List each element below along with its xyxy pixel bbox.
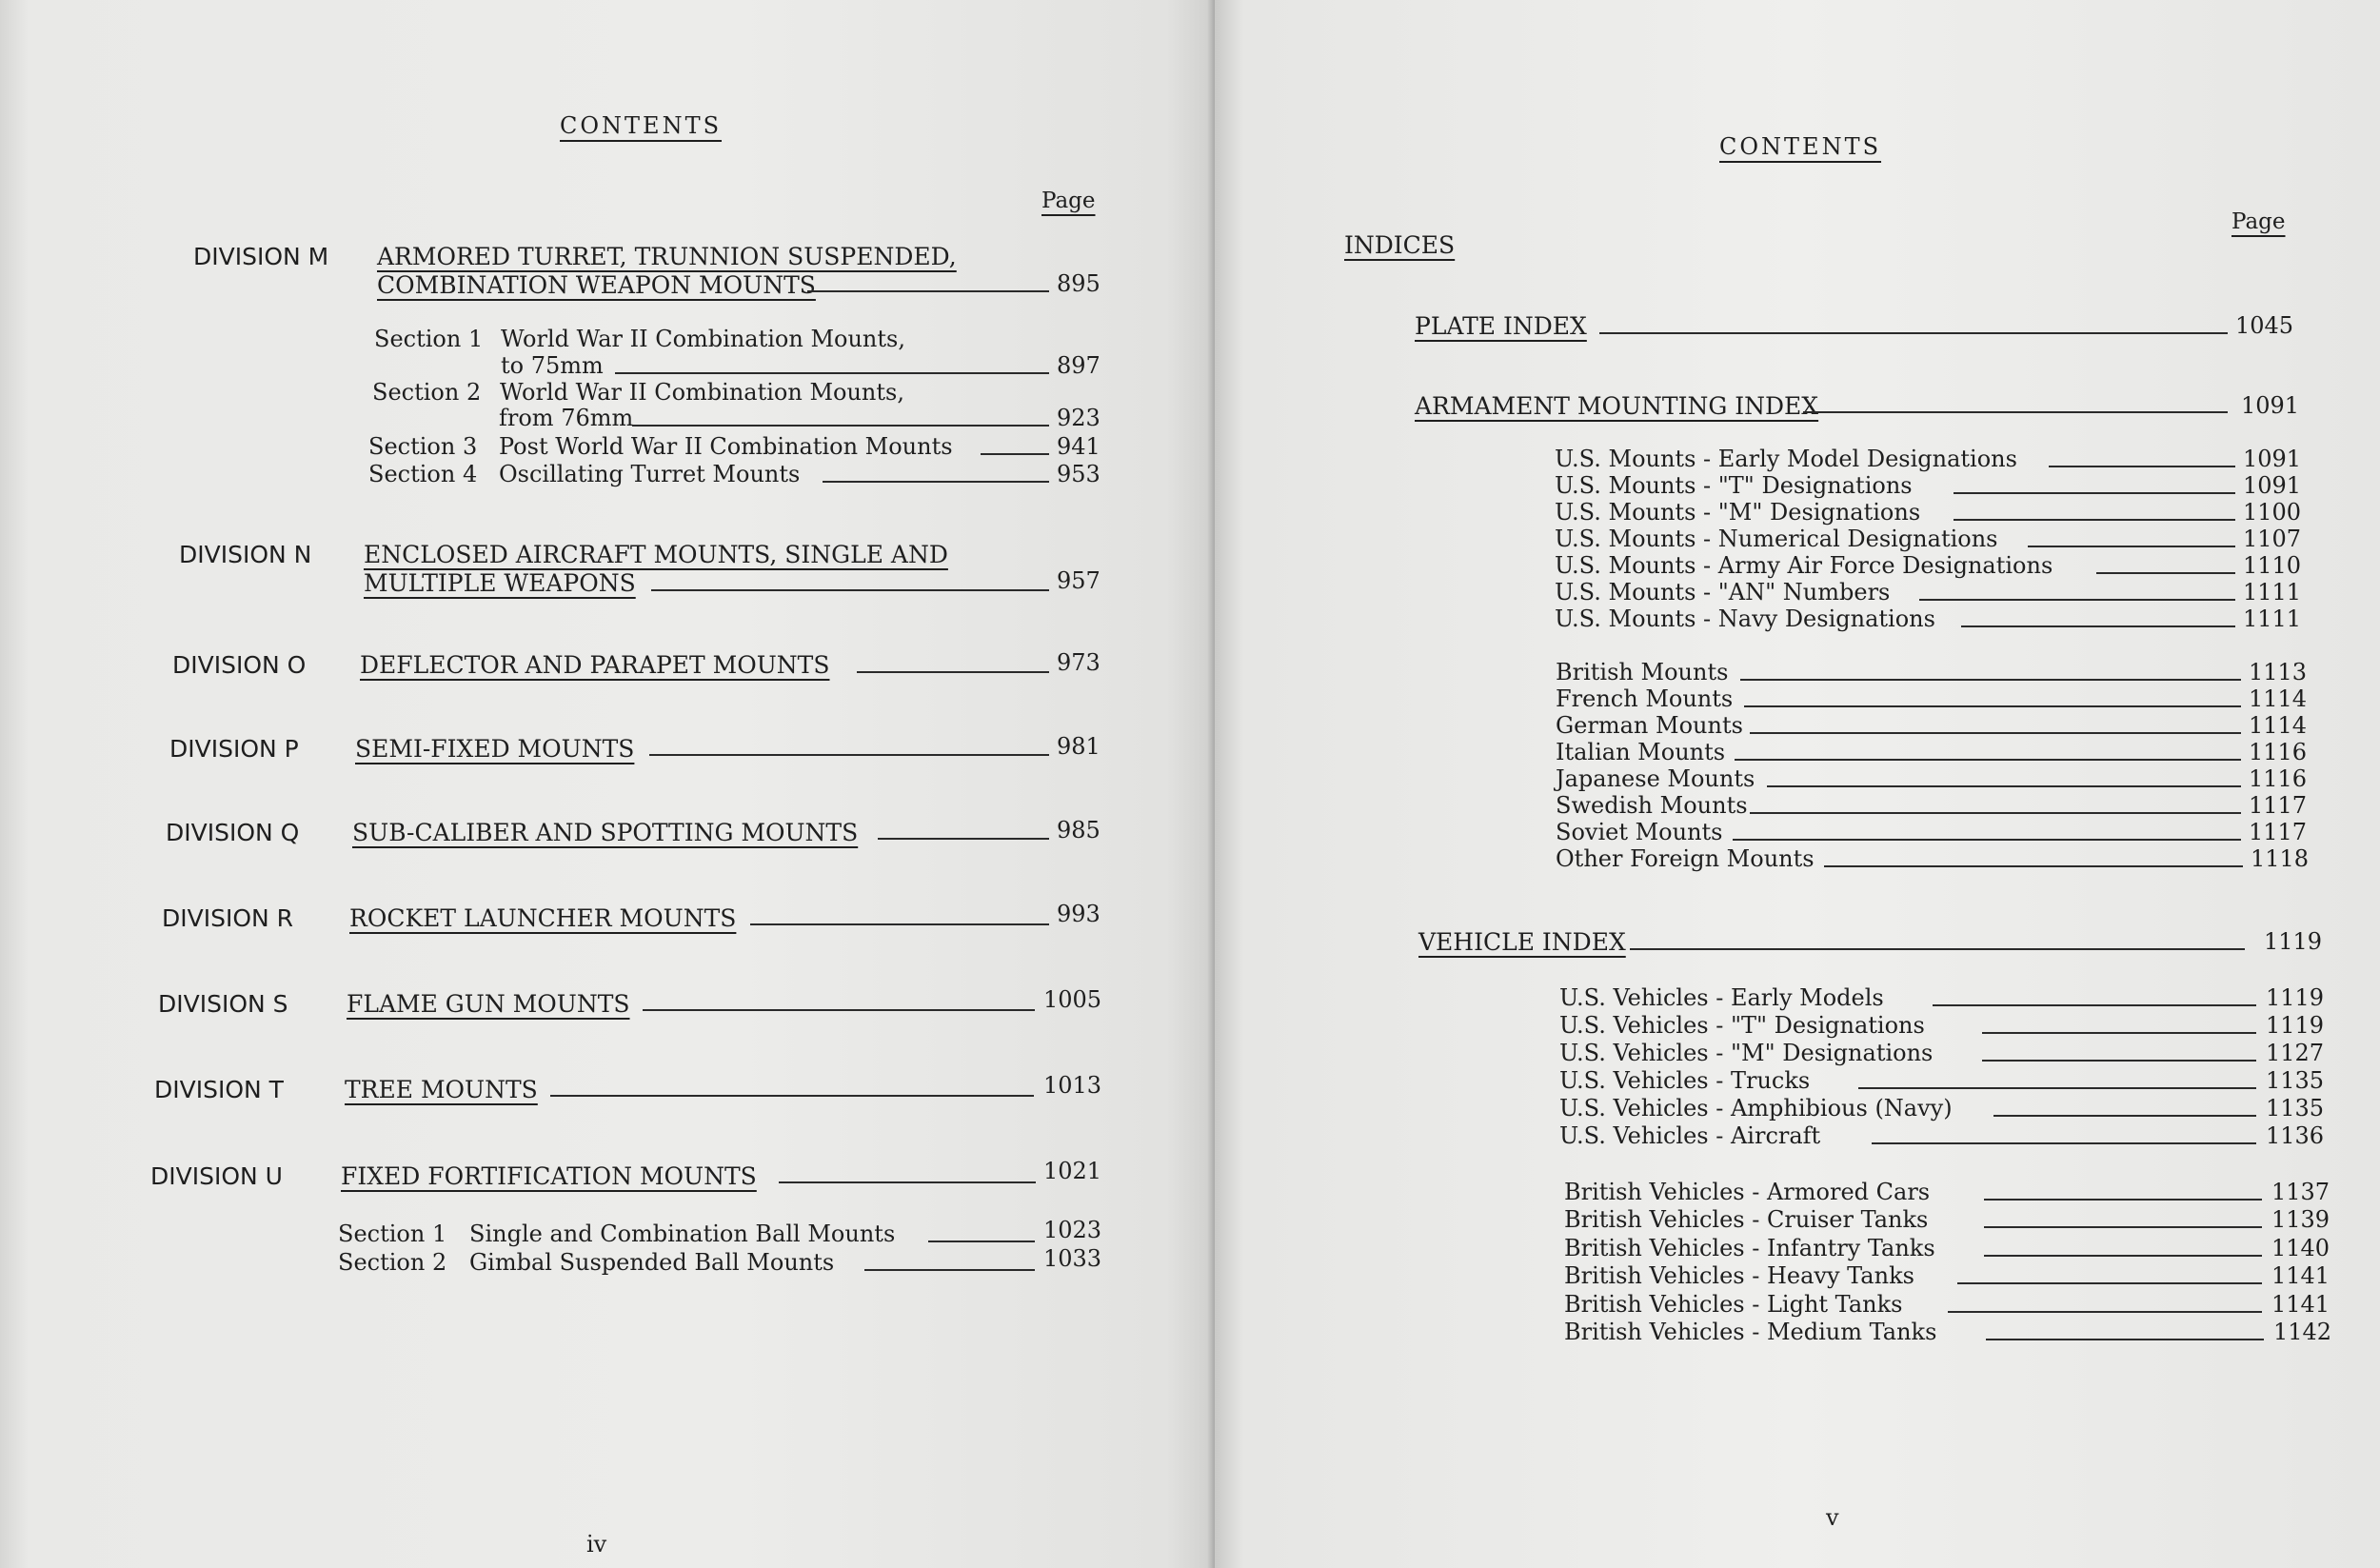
page-number: 1116 <box>2249 765 2308 792</box>
page-number: 1091 <box>2243 446 2302 472</box>
division-title: ROCKET LAUNCHER MOUNTS <box>349 904 737 932</box>
section-title: Oscillating Turret Mounts <box>499 461 801 487</box>
page-number: 1136 <box>2266 1122 2325 1149</box>
dot-leader <box>1954 519 2235 521</box>
dot-leader <box>750 923 1049 925</box>
entry-text: U.S. Mounts - "AN" Numbers <box>1555 579 1891 605</box>
division-title: ARMORED TURRET, TRUNNION SUSPENDED, <box>377 243 957 270</box>
division-label: DIVISION N <box>179 541 312 568</box>
division-title: COMBINATION WEAPON MOUNTS <box>377 271 816 299</box>
division-label: DIVISION Q <box>166 819 300 846</box>
page-number: 923 <box>1057 405 1101 431</box>
dot-leader <box>779 1181 1036 1183</box>
page-number: 1117 <box>2249 819 2308 845</box>
page-number: 1139 <box>2271 1206 2330 1233</box>
division-label: DIVISION P <box>169 735 299 763</box>
dot-leader <box>615 372 1049 374</box>
division-title: SEMI-FIXED MOUNTS <box>355 735 635 763</box>
section-label: Section 2 <box>372 379 482 406</box>
division-title: TREE MOUNTS <box>345 1076 538 1103</box>
dot-leader <box>823 481 1049 483</box>
page-number: 1107 <box>2243 526 2302 552</box>
dot-leader <box>1744 705 2241 707</box>
section-label: Section 4 <box>368 461 478 487</box>
page-folio: iv <box>586 1531 607 1558</box>
entry-text: Swedish Mounts <box>1556 792 1748 819</box>
entry-text: U.S. Mounts - Numerical Designations <box>1555 526 1998 552</box>
page-number: 1137 <box>2271 1179 2330 1205</box>
section-label: Section 2 <box>338 1249 447 1276</box>
page-number: 897 <box>1057 352 1101 379</box>
dot-leader <box>651 589 1049 591</box>
indices-heading: INDICES <box>1344 231 1456 259</box>
dot-leader <box>1984 1226 2262 1228</box>
page-number: 1023 <box>1043 1217 1102 1243</box>
right-page-title: CONTENTS <box>1719 133 1882 160</box>
dot-leader <box>1733 839 2241 841</box>
dot-leader <box>2028 546 2235 547</box>
page-number: 1127 <box>2266 1040 2325 1066</box>
entry-text: British Vehicles - Armored Cars <box>1564 1179 1931 1205</box>
dot-leader <box>1919 599 2235 601</box>
dot-leader <box>2049 466 2235 467</box>
entry-text: British Vehicles - Medium Tanks <box>1564 1319 1937 1345</box>
division-label: DIVISION T <box>154 1076 284 1103</box>
dot-leader <box>1599 332 2228 334</box>
right-page-column-header: Page <box>2231 209 2286 234</box>
page-number: 1021 <box>1043 1158 1102 1184</box>
dot-leader <box>1740 679 2241 681</box>
page-number: 941 <box>1057 433 1101 460</box>
section-title: World War II Combination Mounts, <box>501 326 905 352</box>
left-page-column-header: Page <box>1041 189 1096 213</box>
division-label: DIVISION R <box>162 904 294 932</box>
entry-text: Italian Mounts <box>1556 739 1726 765</box>
division-label: DIVISION S <box>158 990 288 1018</box>
entry-text: British Mounts <box>1556 659 1729 685</box>
entry-text: U.S. Mounts - Army Air Force Designations <box>1555 552 2053 579</box>
index-title: VEHICLE INDEX <box>1418 928 1626 956</box>
page-number: 1111 <box>2243 605 2302 632</box>
dot-leader <box>1993 1115 2256 1117</box>
index-title: ARMAMENT MOUNTING INDEX <box>1415 392 1819 420</box>
page-number: 1119 <box>2266 984 2325 1011</box>
page-number: 993 <box>1057 901 1101 927</box>
dot-leader <box>1750 732 2241 734</box>
page-number: 1033 <box>1043 1245 1102 1272</box>
dot-leader <box>1984 1199 2262 1201</box>
page-number: 1114 <box>2249 712 2308 739</box>
section-title: Post World War II Combination Mounts <box>499 433 953 460</box>
entry-text: U.S. Mounts - "T" Designations <box>1555 472 1913 499</box>
division-title: SUB-CALIBER AND SPOTTING MOUNTS <box>352 819 859 846</box>
dot-leader <box>1933 1004 2256 1006</box>
dot-leader <box>1767 785 2241 787</box>
dot-leader <box>928 1241 1035 1242</box>
dot-leader <box>1824 865 2243 867</box>
dot-leader <box>1948 1311 2262 1313</box>
page-number: 1141 <box>2271 1262 2330 1289</box>
division-label: DIVISION U <box>150 1162 283 1190</box>
section-title: Single and Combination Ball Mounts <box>469 1221 896 1247</box>
dot-leader <box>1982 1032 2256 1034</box>
page-number: 953 <box>1057 461 1101 487</box>
dot-leader <box>878 838 1049 840</box>
entry-text: U.S. Mounts - Navy Designations <box>1555 605 1935 632</box>
page-number: 1119 <box>2266 1012 2325 1039</box>
entry-text: U.S. Vehicles - Early Models <box>1559 984 1884 1011</box>
entry-text: Soviet Mounts <box>1556 819 1723 845</box>
division-title: MULTIPLE WEAPONS <box>364 569 636 597</box>
page-number: 1135 <box>2266 1067 2325 1094</box>
division-title: ENCLOSED AIRCRAFT MOUNTS, SINGLE AND <box>364 541 948 568</box>
dot-leader <box>1735 759 2241 761</box>
section-label: Section 1 <box>338 1221 447 1247</box>
page-number: 1045 <box>2235 312 2294 339</box>
entry-text: U.S. Vehicles - Aircraft <box>1559 1122 1821 1149</box>
entry-text: British Vehicles - Infantry Tanks <box>1564 1235 1935 1261</box>
page-number: 1117 <box>2249 792 2308 819</box>
dot-leader <box>2096 572 2235 574</box>
page-number: 895 <box>1057 270 1101 297</box>
page-number: 1116 <box>2249 739 2308 765</box>
entry-text: U.S. Vehicles - "M" Designations <box>1559 1040 1934 1066</box>
dot-leader <box>807 290 1049 292</box>
page-number: 1013 <box>1043 1072 1102 1099</box>
page-number: 1113 <box>2249 659 2308 685</box>
right-page <box>1215 0 2380 1568</box>
section-label: Section 1 <box>374 326 484 352</box>
section-label: Section 3 <box>368 433 478 460</box>
division-title: DEFLECTOR AND PARAPET MOUNTS <box>360 651 830 679</box>
entry-text: U.S. Vehicles - Amphibious (Navy) <box>1559 1095 1953 1121</box>
section-title: from 76mm <box>499 405 634 431</box>
page-number: 1135 <box>2266 1095 2325 1121</box>
dot-leader <box>857 671 1049 673</box>
division-label: DIVISION O <box>172 651 307 679</box>
page-number: 1100 <box>2243 499 2302 526</box>
dot-leader <box>643 1009 1035 1011</box>
page-number: 985 <box>1057 817 1101 844</box>
dot-leader <box>864 1269 1035 1271</box>
entry-text: British Vehicles - Heavy Tanks <box>1564 1262 1914 1289</box>
dot-leader <box>1630 948 2245 950</box>
page-number: 1118 <box>2251 845 2310 872</box>
dot-leader <box>1803 411 2228 413</box>
section-title: Gimbal Suspended Ball Mounts <box>469 1249 835 1276</box>
section-title: to 75mm <box>501 352 604 379</box>
entry-text: Japanese Mounts <box>1556 765 1755 792</box>
dot-leader <box>632 425 1049 427</box>
division-title: FLAME GUN MOUNTS <box>347 990 630 1018</box>
page-number: 973 <box>1057 649 1101 676</box>
index-title: PLATE INDEX <box>1415 312 1587 340</box>
entry-text: U.S. Vehicles - "T" Designations <box>1559 1012 1925 1039</box>
page-folio: v <box>1826 1504 1839 1531</box>
page-number: 957 <box>1057 567 1101 594</box>
entry-text: French Mounts <box>1556 685 1734 712</box>
page-number: 1140 <box>2271 1235 2330 1261</box>
entry-text: British Vehicles - Cruiser Tanks <box>1564 1206 1929 1233</box>
division-label: DIVISION M <box>193 243 329 270</box>
entry-text: German Mounts <box>1556 712 1743 739</box>
page-number: 1111 <box>2243 579 2302 605</box>
dot-leader <box>1984 1255 2262 1257</box>
page-number: 1005 <box>1043 986 1102 1013</box>
dot-leader <box>1957 1282 2262 1284</box>
entry-text: Other Foreign Mounts <box>1556 845 1815 872</box>
dot-leader <box>1750 812 2241 814</box>
page-number: 1142 <box>2273 1319 2332 1345</box>
dot-leader <box>550 1095 1034 1097</box>
page-number: 1110 <box>2243 552 2302 579</box>
division-title: FIXED FORTIFICATION MOUNTS <box>341 1162 757 1190</box>
page-number: 1091 <box>2241 392 2300 419</box>
left-page-title: CONTENTS <box>560 112 723 139</box>
entry-text: U.S. Mounts - "M" Designations <box>1555 499 1921 526</box>
dot-leader <box>1982 1060 2256 1062</box>
page-number: 1091 <box>2243 472 2302 499</box>
dot-leader <box>1858 1087 2256 1089</box>
page-number: 1119 <box>2264 928 2323 955</box>
dot-leader <box>649 754 1049 756</box>
entry-text: U.S. Mounts - Early Model Designations <box>1555 446 2017 472</box>
dot-leader <box>1954 492 2235 494</box>
page-number: 1141 <box>2271 1291 2330 1318</box>
page-number: 1114 <box>2249 685 2308 712</box>
section-title: World War II Combination Mounts, <box>500 379 904 406</box>
page-number: 981 <box>1057 733 1101 760</box>
dot-leader <box>1961 625 2235 627</box>
entry-text: British Vehicles - Light Tanks <box>1564 1291 1903 1318</box>
entry-text: U.S. Vehicles - Trucks <box>1559 1067 1811 1094</box>
dot-leader <box>981 453 1049 455</box>
dot-leader <box>1986 1339 2264 1340</box>
dot-leader <box>1872 1142 2256 1144</box>
